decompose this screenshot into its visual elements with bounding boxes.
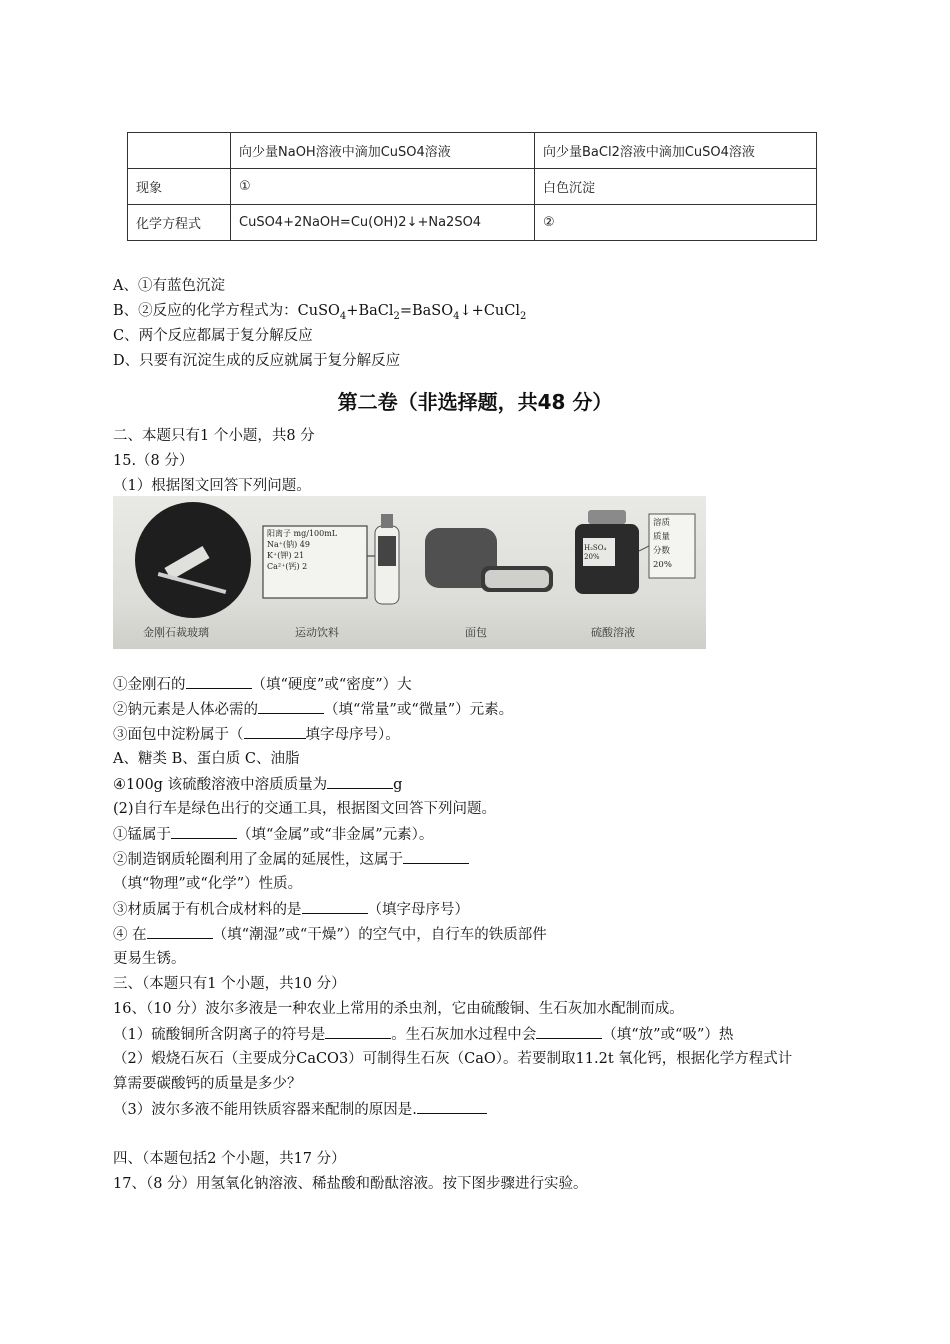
table-cell: 向少量NaOH溶液中滴加CuSO4溶液	[231, 133, 535, 169]
table-cell: CuSO4+2NaOH=Cu(OH)2↓+Na2SO4	[231, 205, 535, 241]
answer-blank[interactable]	[417, 1099, 487, 1114]
concentration-tag: 溶质 质量 分数 20%	[653, 518, 672, 570]
question-17: 17、（8 分）用氢氧化钠溶液、稀盐酸和酚酞溶液。按下图步骤进行实验。	[113, 1176, 588, 1192]
answer-blank[interactable]	[244, 724, 306, 739]
table-row	[128, 205, 817, 241]
question-15-part-2: (2)自行车是绿色出行的交通工具，根据图文回答下列问题。	[113, 801, 497, 817]
answer-blank[interactable]	[403, 849, 469, 864]
caption-drink: 运动饮料	[295, 626, 339, 639]
question-16-part-2: （2）煅烧石灰石（主要成分CaCO3）可制得生石灰（CaO）。若要制取11.2t 氧化钙，根据化学方程式计	[113, 1051, 793, 1067]
question-1a: ①金刚石的 （填“硬度”或“密度”）大	[113, 674, 412, 695]
section-3-heading: 三、（本题只有1 个小题，共10 分）	[113, 976, 346, 992]
table-cell: 现象	[128, 169, 231, 205]
table-cell: 化学方程式	[128, 205, 231, 241]
question-1d: ④100g 该硫酸溶液中溶质质量为 g	[113, 774, 402, 795]
section-4-heading: 四、（本题包括2 个小题，共17 分）	[113, 1151, 346, 1167]
caption-acid: 硫酸溶液	[591, 626, 635, 639]
table-row	[128, 133, 817, 169]
ion-list: 阳离子 mg/100mL Na⁺(钠) 49 K⁺(钾) 21 Ca²⁺(钙) 2	[267, 529, 338, 571]
table-cell	[128, 133, 231, 169]
experiment-table	[127, 132, 817, 241]
section-title: 第二卷（非选择题，共48 分）	[337, 390, 613, 414]
answer-blank[interactable]	[258, 699, 324, 714]
question-2c: ③材质属于有机合成材料的是 （填字母序号）	[113, 899, 469, 920]
table-row	[128, 169, 817, 205]
answer-blank[interactable]	[147, 924, 213, 939]
answer-blank[interactable]	[536, 1024, 602, 1039]
table-cell: ①	[231, 169, 535, 205]
answer-blank[interactable]	[325, 1024, 391, 1039]
option-a: A、①有蓝色沉淀	[113, 278, 225, 294]
question-15: 15.（8 分）	[113, 453, 194, 469]
option-c: C、两个反应都属于复分解反应	[113, 328, 313, 344]
table-cell: 向少量BaCl2溶液中滴加CuSO4溶液	[535, 133, 817, 169]
answer-blank[interactable]	[327, 774, 393, 789]
question-16-part-3: （3）波尔多液不能用铁质容器来配制的原因是.	[113, 1099, 487, 1120]
question-16-part-2-cont: 算需要碳酸钙的质量是多少？	[113, 1076, 302, 1092]
question-16: 16、（10 分）波尔多液是一种农业上常用的杀虫剂，它由硫酸铜、生石灰加水配制而成。	[113, 1001, 684, 1017]
question-1c-options: A、糖类 B、蛋白质 C、油脂	[113, 751, 300, 767]
option-d: D、只要有沉淀生成的反应就属于复分解反应	[113, 353, 401, 369]
answer-blank[interactable]	[302, 899, 368, 914]
answer-blank[interactable]	[186, 674, 252, 689]
table-cell: 白色沉淀	[535, 169, 817, 205]
answer-blank[interactable]	[171, 824, 237, 839]
question-figure	[113, 496, 706, 649]
question-15-part-1: （1）根据图文回答下列问题。	[113, 478, 311, 494]
caption-bread: 面包	[465, 626, 487, 639]
acid-bottle-label: H₂SO₄ 20%	[584, 544, 607, 561]
option-b: B、②反应的化学方程式为：CuSO$_4$+BaCl$_2$=BaSO$_4$↓+CuCl$_2$	[113, 303, 527, 322]
question-1c: ③面包中淀粉属于（ 填字母序号）。	[113, 724, 400, 745]
question-2d-cont: 更易生锈。	[113, 951, 186, 967]
caption-diamond: 金刚石裁玻璃	[143, 626, 209, 639]
question-16-part-1: （1）硫酸铜所含阴离子的符号是 。生石灰加水过程中会 （填“放”或“吸”）热	[113, 1024, 733, 1045]
table-cell: ②	[535, 205, 817, 241]
question-2a: ①锰属于 （填“金属”或“非金属”元素）。	[113, 824, 433, 845]
question-2d: ④ 在 （填“潮湿”或“干燥”）的空气中，自行车的铁质部件	[113, 924, 547, 945]
section-2-heading: 二、本题只有1 个小题，共8 分	[113, 428, 315, 444]
question-2b: ②制造钢质轮圈利用了金属的延展性，这属于	[113, 849, 469, 870]
question-1b: ②钠元素是人体必需的 （填“常量”或“微量”）元素。	[113, 699, 513, 720]
question-2b-cont: （填“物理”或“化学”）性质。	[113, 876, 303, 892]
